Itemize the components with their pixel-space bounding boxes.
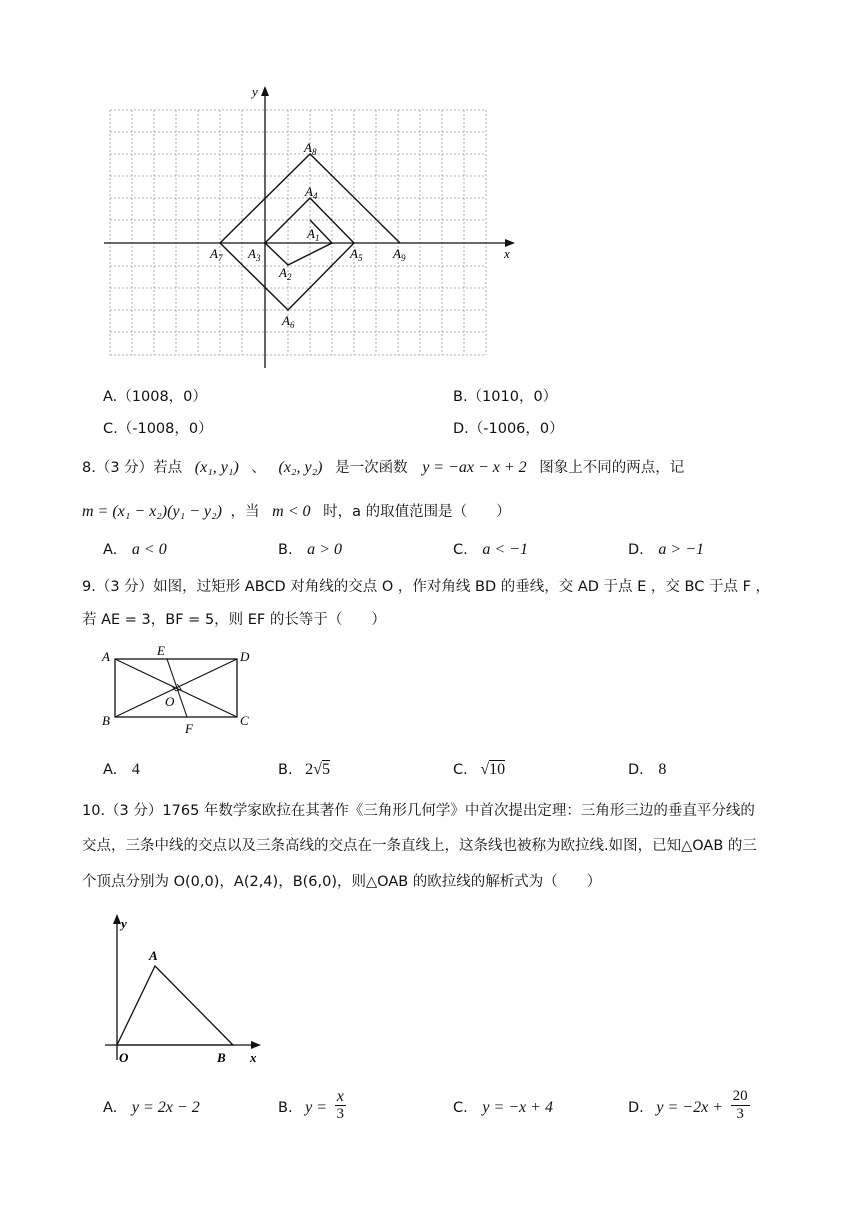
q8-m-def: m = (x₁ − x₂)(y₁ − y₂) [82, 503, 222, 520]
q9-label-B: B [102, 713, 110, 728]
q10-label-O: O [119, 1050, 129, 1065]
q7-label-A8: $A_8$ [304, 140, 317, 157]
q9-label-D: D [240, 649, 250, 664]
q8-when: ，当 [230, 504, 260, 520]
q10-option-c: C. y = −x + 4 [453, 1099, 553, 1116]
q10-label-y: y [121, 916, 127, 931]
q7-label-A9: $A_9$ [393, 246, 406, 263]
q7-label-A5: $A_5$ [350, 246, 363, 263]
q8-option-b: B. a > 0 [278, 541, 342, 558]
q9-option-b: B. 2√5 [278, 761, 330, 778]
q10-option-b: B. y = $\frac{x}{3}$ [278, 1088, 344, 1122]
q7-label-A6: $A_6$ [282, 313, 295, 330]
q9-stem-line1: 9.（3 分）如图，过矩形 ABCD 对角线的交点 O ，作对角线 BD 的垂线，交 AD 于点 E ，交 BC 于点 F ， [82, 579, 771, 595]
q9-label-O: O [165, 694, 175, 709]
q7-label-A2: $A_2$ [279, 265, 292, 282]
q7-y-arrow [261, 86, 269, 96]
q8-point1: (x₁, y₁) [194, 459, 239, 476]
q8-option-a: A. a < 0 [103, 541, 167, 558]
q9-option-d: D. 8 [628, 761, 667, 778]
q8-mid: 是一次函数 [335, 460, 408, 476]
q9-label-C: C [240, 713, 249, 728]
q9-label-E: E [157, 643, 165, 658]
q8-sep: 、 [251, 460, 266, 476]
q10-label-x: x [250, 1050, 257, 1065]
q10-label-A: A [149, 948, 158, 963]
q8-condition: m < 0 [272, 503, 311, 520]
q7-label-A4: $A_4$ [305, 184, 318, 201]
q10-option-d: D. y = −2x + $\frac{20}{3}$ [628, 1088, 748, 1122]
q7-label-A7: $A_7$ [210, 246, 223, 263]
q9-rectangle-figure [95, 645, 265, 745]
q8-function: y = −ax − x + 2 [422, 459, 527, 476]
q7-label-A1: $A_1$ [307, 226, 320, 243]
q7-grid [110, 110, 486, 355]
q8-option-c: C. a < −1 [453, 541, 528, 558]
q7-option-b: B.（1010，0） [453, 389, 558, 405]
q7-coordinate-figure [0, 0, 860, 380]
q10-label-B: B [217, 1050, 226, 1065]
q10-triangle-oab [117, 966, 233, 1045]
q9-label-F: F [185, 721, 193, 736]
q7-option-a: A.（1008，0） [103, 389, 207, 405]
q8-stem-line2 [82, 500, 511, 521]
q8-option-d: D. a > −1 [628, 541, 704, 558]
q7-label-x: x [504, 246, 510, 261]
q9-stem-line2: 若 AE = 3，BF = 5，则 EF 的长等于（ ） [82, 612, 386, 628]
q7-label-A3: $A_3$ [248, 246, 261, 263]
q10-y-arrow [113, 914, 121, 924]
q10-x-arrow [251, 1041, 261, 1049]
q7-option-d: D.（-1006，0） [453, 421, 564, 437]
q10-stem-line3: 个顶点分别为 O(0,0)，A(2,4)，B(6,0)，则△OAB 的欧拉线的解析式为（ ） [82, 874, 602, 890]
q7-label-y: y [252, 84, 258, 99]
q10-triangle-figure [95, 910, 275, 1070]
q8-number: 8.（3 分）若点 [82, 460, 183, 476]
q8-stem-line1 [82, 456, 684, 477]
q10-stem-line2: 交点，三条中线的交点以及三条高线的交点在一条直线上，这条线也被称为欧拉线.如图，已知△OAB 的三 [82, 838, 757, 854]
q10-stem-line1: 10.（3 分）1765 年数学家欧拉在其著作《三角形几何学》中首次提出定理：三角形三边的垂直平分线的 [82, 803, 755, 819]
q10-option-a: A. y = 2x − 2 [103, 1099, 200, 1116]
q9-option-a: A. 4 [103, 761, 140, 778]
q9-label-A: A [102, 649, 110, 664]
q8-point2: (x₂, y₂) [278, 459, 323, 476]
q9-option-c: C. √10 [453, 761, 506, 778]
q8-line2-tail: 时，a 的取值范围是（ ） [323, 504, 511, 520]
q7-option-c: C.（-1008，0） [103, 421, 213, 437]
q8-tail: 图象上不同的两点，记 [539, 460, 685, 476]
